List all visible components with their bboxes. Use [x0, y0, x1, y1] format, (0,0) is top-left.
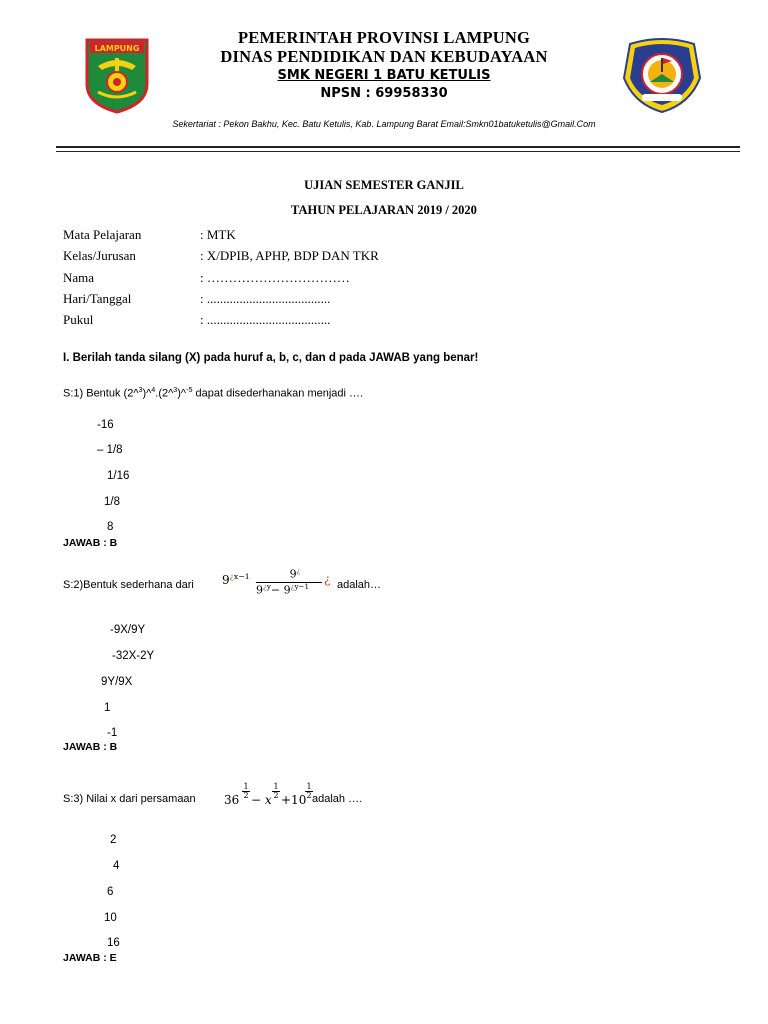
field-label-name: Nama — [63, 270, 95, 285]
lampung-logo-label: LAMPUNG — [94, 44, 140, 53]
letterhead-divider-thick — [56, 146, 740, 148]
question-2-option-c: 9Y/9X — [101, 676, 133, 688]
question-2-answer: JAWAB : B — [63, 741, 118, 753]
letterhead-divider-thin — [56, 151, 740, 152]
question-1-option-e: 8 — [107, 521, 114, 533]
exam-title: UJIAN SEMESTER GANJIL — [304, 178, 464, 192]
school-logo — [620, 38, 704, 114]
exam-year: TAHUN PELAJARAN 2019 / 2020 — [291, 203, 477, 217]
question-1-option-d: 1/8 — [104, 496, 120, 508]
question-2-option-e: -1 — [107, 727, 118, 739]
question-3-option-a: 2 — [110, 834, 117, 846]
question-1: S:1) Bentuk (2^$^3$)^$^4$.(2^$^3$)^$^{-5}$ dapat disederhanakan menjadi …. — [63, 386, 364, 400]
question-3-suffix: adalah …. — [312, 793, 363, 805]
question-1-option-c: 1/16 — [107, 470, 130, 482]
letterhead-school-name: SMK NEGERI 1 BATU KETULIS — [277, 68, 491, 83]
question-1-option-a: -16 — [97, 419, 114, 431]
field-label-date: Hari/Tanggal — [63, 291, 132, 306]
question-1-suffix: dapat disederhanakan menjadi …. — [195, 387, 364, 400]
question-2-option-d: 1 — [104, 702, 111, 714]
field-value-time: : ...................................... — [200, 312, 331, 327]
letterhead-government: PEMERINTAH PROVINSI LAMPUNG — [237, 28, 530, 47]
question-2-option-a: -9X/9Y — [110, 624, 146, 636]
instruction: I. Berilah tanda silang (X) pada huruf a, b, c, dan d pada JAWAB yang benar! — [63, 352, 479, 364]
field-value-subject: : MTK — [200, 227, 236, 242]
field-value-date: : ...................................... — [200, 291, 331, 306]
question-3-option-e: 16 — [107, 937, 120, 949]
field-label-subject: Mata Pelajaran — [63, 227, 142, 242]
question-2-option-b: -32X-2Y — [112, 650, 155, 662]
field-value-class: : X/DPIB, APHP, BDP DAN TKR — [200, 248, 379, 263]
question-3-option-d: 10 — [104, 912, 117, 924]
question-2-prefix: S:2)Bentuk sederhana dari — [63, 579, 194, 591]
field-label-class: Kelas/Jurusan — [63, 248, 136, 263]
field-value-name: : …………………………… — [200, 270, 350, 285]
question-1-option-b: – 1/8 — [97, 444, 123, 456]
question-3-option-b: 4 — [113, 860, 120, 872]
letterhead-npsn: NPSN : 69958330 — [320, 86, 448, 101]
question-1-answer: JAWAB : B — [63, 537, 118, 549]
question-3-option-c: 6 — [107, 886, 114, 898]
question-3-prefix: S:3) Nilai x dari persamaan — [63, 793, 196, 805]
field-label-time: Pukul — [63, 312, 94, 327]
question-1-prefix: S:1) Bentuk (2^ — [63, 387, 139, 400]
letterhead-secretariat: Sekertariat : Pekon Bakhu, Kec. Batu Ketulis, Kab. Lampung Barat Email:Smkn01batuketulis@Gmail.Com — [172, 119, 596, 129]
question-3-answer: JAWAB : E — [63, 952, 117, 964]
letterhead-department: DINAS PENDIDIKAN DAN KEBUDAYAAN — [220, 47, 548, 66]
question-2-suffix: adalah… — [337, 579, 382, 591]
